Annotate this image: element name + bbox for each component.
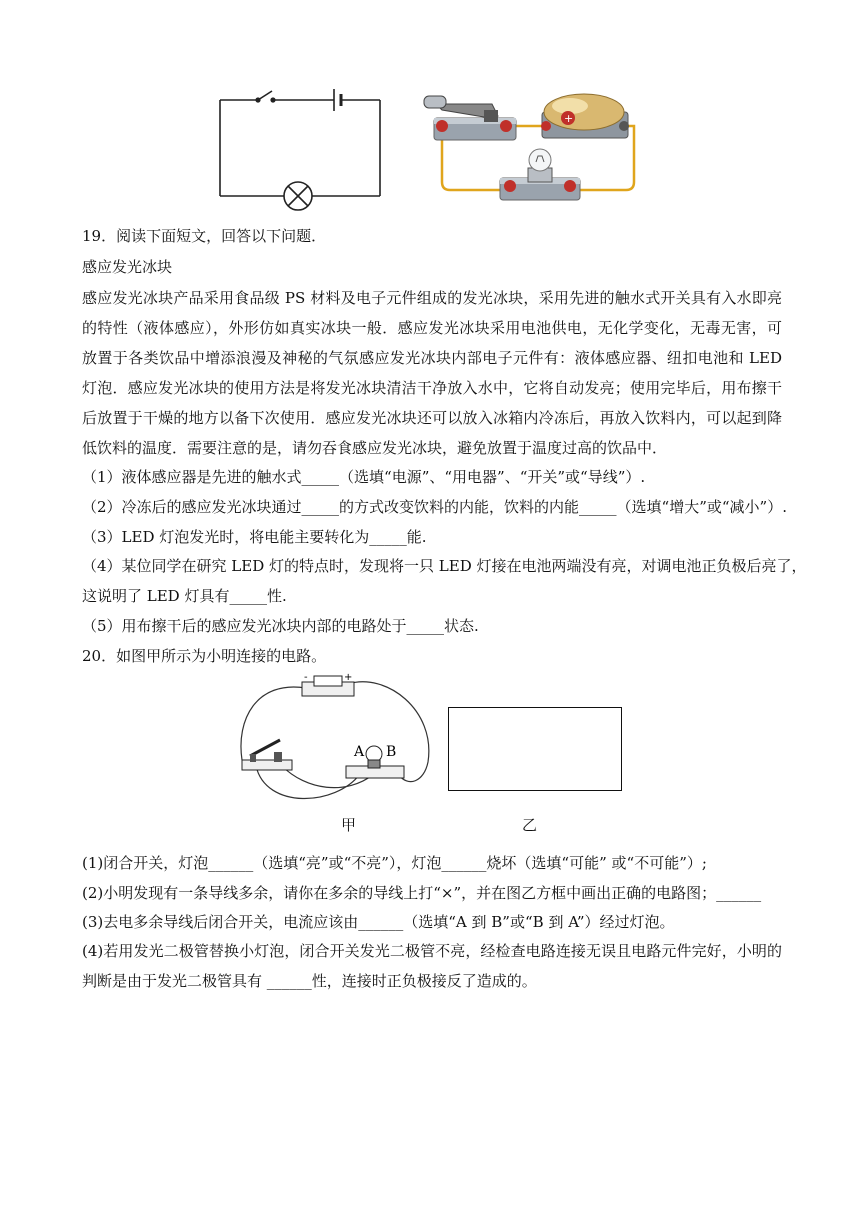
q20-intro: 如图甲所示为小明连接的电路。: [116, 647, 327, 665]
q19-paragraph-line-5: 后放置于干燥的地方以备下次使用．感应发光冰块还可以放入冰箱内冷冻后，再放入饮料内，可以起到降: [82, 409, 782, 427]
q19-paragraph-line-1: 感应发光冰块产品采用食品级 PS 材料及电子元件组成的发光冰块，采用先进的触水式开关具有入水即亮: [82, 289, 782, 307]
q19-subquestion-3: （3）LED 灯泡发光时，将电能主要转化为_____能.: [82, 528, 427, 546]
figure-jia-circuit-picture: [236, 670, 436, 806]
terminal-label-a: A: [354, 744, 365, 760]
q20-subquestion-3: (3)去电多余导线后闭合开关，电流应该由______（选填“A 到 B”或“B 到 A”）经过灯泡。: [82, 913, 675, 931]
q19-subquestion-2: （2）冷冻后的感应发光冰块通过_____的方式改变饮料的内能，饮料的内能_____（选填“增大”或“减小”）.: [82, 498, 787, 516]
q20-intro-line: [82, 646, 782, 666]
figure-yi-empty-frame: [448, 707, 622, 791]
q20-subquestion-4-line-1: (4)若用发光二极管替换小灯泡，闭合开关发光二极管不亮，经检查电路连接无误且电路元件完好，小明的: [82, 942, 782, 960]
battery-minus-sign: -: [304, 672, 308, 683]
q19-paragraph-line-2: 的特性（液体感应），外形仿如真实冰块一般．感应发光冰块采用电池供电，无化学变化，无毒无害，可: [82, 319, 782, 337]
q19-intro-line: [82, 226, 782, 246]
figure-jia-caption: 甲: [341, 816, 357, 834]
figure-yi-caption: 乙: [522, 816, 538, 834]
q19-paragraph-line-3: 放置于各类饮品中增添浪漫及神秘的气氛感应发光冰块内部电子元件有：液体感应器、纽扣电池和 LED: [82, 349, 782, 367]
q19-article-title: 感应发光冰块: [82, 258, 173, 276]
q20-subquestion-4-line-2: 判断是由于发光二极管具有 ______性，连接时正负极接反了造成的。: [82, 972, 537, 990]
q20-subquestion-2: (2)小明发现有一条导线多余，请你在多余的导线上打“×”，并在图乙方框中画出正确的电路图；______: [82, 884, 762, 902]
q19-subquestion-4-line-1: （4）某位同学在研究 LED 灯的特点时，发现将一只 LED 灯接在电池两端没有亮，对调电池正负极后亮了，: [82, 557, 807, 575]
q19-subquestion-1: （1）液体感应器是先进的触水式_____（选填“电源”、“用电器”、“开关”或“导线”）.: [82, 468, 646, 486]
terminal-label-b: B: [386, 744, 397, 760]
q19-subquestion-5: （5）用布擦干后的感应发光冰块内部的电路处于_____状态.: [82, 617, 479, 635]
q19-paragraph-line-4: 灯泡．感应发光冰块的使用方法是将发光冰块清洁干净放入水中，它将自动发亮；使用完毕后，用布擦干: [82, 379, 782, 397]
physical-circuit-picture: [420, 82, 650, 212]
svg-text:+: +: [564, 112, 574, 125]
q19-subquestion-4-line-2: 这说明了 LED 灯具有_____性.: [82, 587, 287, 605]
battery-plus-sign: +: [344, 672, 353, 683]
q20-number: 20．: [82, 647, 117, 665]
q19-paragraph-line-6: 低饮料的温度．需要注意的是，请勿吞食感应发光冰块，避免放置于温度过高的饮品中．: [82, 439, 668, 457]
q20-subquestion-1: (1)闭合开关，灯泡______（选填“亮”或“不亮”），灯泡______烧坏（选填“可能” 或“不可能”）;: [82, 854, 707, 872]
q19-intro: 阅读下面短文，回答以下问题．: [116, 227, 327, 245]
q19-number: 19．: [82, 227, 117, 245]
schematic-circuit-diagram: [214, 84, 386, 214]
